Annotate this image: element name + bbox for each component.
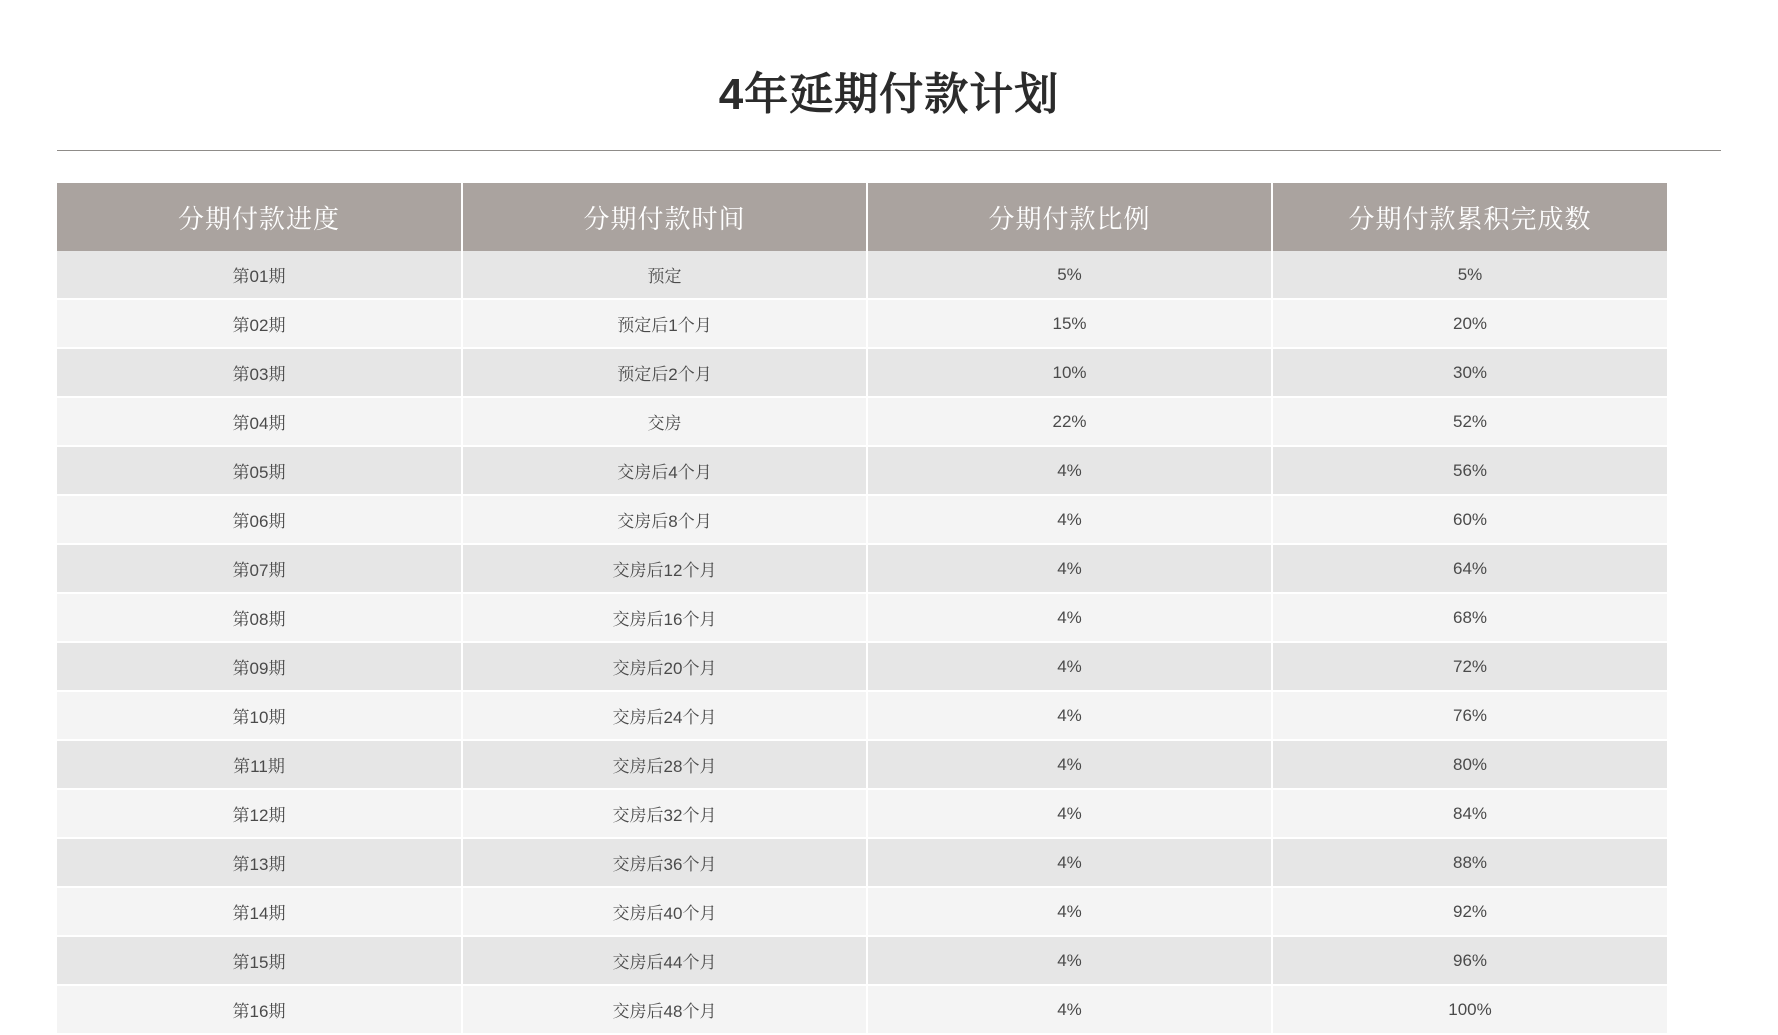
table-cell: 10% (867, 348, 1272, 397)
table-cell: 第06期 (57, 495, 462, 544)
table-cell: 84% (1272, 789, 1667, 838)
table-cell: 预定后2个月 (462, 348, 867, 397)
table-cell: 第02期 (57, 299, 462, 348)
table-cell: 交房后28个月 (462, 740, 867, 789)
table-cell: 60% (1272, 495, 1667, 544)
table-row (57, 642, 1667, 691)
table-cell: 第08期 (57, 593, 462, 642)
table-cell: 第09期 (57, 642, 462, 691)
table-cell: 100% (1272, 985, 1667, 1034)
table-cell: 交房后44个月 (462, 936, 867, 985)
table-cell: 4% (867, 985, 1272, 1034)
table-cell: 64% (1272, 544, 1667, 593)
table-cell: 第10期 (57, 691, 462, 740)
table-cell: 预定后1个月 (462, 299, 867, 348)
table-cell: 80% (1272, 740, 1667, 789)
table-cell: 52% (1272, 397, 1667, 446)
table-row (57, 495, 1667, 544)
table-cell: 4% (867, 789, 1272, 838)
table-cell: 15% (867, 299, 1272, 348)
table-cell: 4% (867, 740, 1272, 789)
table-cell: 4% (867, 691, 1272, 740)
table-cell: 第03期 (57, 348, 462, 397)
payment-schedule-table-container (57, 183, 1721, 1035)
table-row (57, 887, 1667, 936)
table-cell: 68% (1272, 593, 1667, 642)
table-cell: 第14期 (57, 887, 462, 936)
table-row (57, 299, 1667, 348)
table-cell: 第16期 (57, 985, 462, 1034)
table-row (57, 740, 1667, 789)
table-cell: 第11期 (57, 740, 462, 789)
table-row (57, 838, 1667, 887)
table-body (57, 251, 1667, 1034)
table-cell: 交房后48个月 (462, 985, 867, 1034)
table-header (57, 183, 1667, 251)
column-header-ratio: 分期付款比例 (867, 183, 1272, 251)
table-cell: 交房后8个月 (462, 495, 867, 544)
table-row (57, 348, 1667, 397)
table-cell: 88% (1272, 838, 1667, 887)
table-cell: 4% (867, 544, 1272, 593)
table-cell: 第01期 (57, 251, 462, 299)
table-cell: 第07期 (57, 544, 462, 593)
table-header-row (57, 183, 1667, 251)
table-row (57, 593, 1667, 642)
table-cell: 第04期 (57, 397, 462, 446)
table-row (57, 397, 1667, 446)
table-cell: 第15期 (57, 936, 462, 985)
table-cell: 交房后12个月 (462, 544, 867, 593)
table-cell: 4% (867, 495, 1272, 544)
table-cell: 交房后24个月 (462, 691, 867, 740)
table-cell: 交房 (462, 397, 867, 446)
table-cell: 72% (1272, 642, 1667, 691)
title-divider (57, 150, 1721, 151)
table-row (57, 936, 1667, 985)
table-cell: 4% (867, 838, 1272, 887)
table-cell: 交房后32个月 (462, 789, 867, 838)
table-cell: 4% (867, 593, 1272, 642)
table-cell: 交房后40个月 (462, 887, 867, 936)
table-cell: 5% (867, 251, 1272, 299)
table-cell: 第05期 (57, 446, 462, 495)
table-row (57, 544, 1667, 593)
table-row (57, 251, 1667, 299)
table-cell: 4% (867, 642, 1272, 691)
table-cell: 20% (1272, 299, 1667, 348)
table-cell: 交房后4个月 (462, 446, 867, 495)
payment-schedule-table (57, 183, 1667, 1035)
table-cell: 4% (867, 446, 1272, 495)
table-cell: 96% (1272, 936, 1667, 985)
table-cell: 22% (867, 397, 1272, 446)
column-header-cumulative: 分期付款累积完成数 (1272, 183, 1667, 251)
page-title: 4年延期付款计划 (718, 70, 1060, 119)
table-cell: 交房后20个月 (462, 642, 867, 691)
table-cell: 76% (1272, 691, 1667, 740)
table-cell: 交房后16个月 (462, 593, 867, 642)
table-cell: 交房后36个月 (462, 838, 867, 887)
table-cell: 5% (1272, 251, 1667, 299)
table-row (57, 985, 1667, 1034)
table-cell: 第12期 (57, 789, 462, 838)
column-header-installment: 分期付款进度 (57, 183, 462, 251)
table-row (57, 446, 1667, 495)
table-row (57, 789, 1667, 838)
table-cell: 30% (1272, 348, 1667, 397)
table-cell: 4% (867, 887, 1272, 936)
table-cell: 预定 (462, 251, 867, 299)
table-cell: 第13期 (57, 838, 462, 887)
table-cell: 56% (1272, 446, 1667, 495)
table-cell: 4% (867, 936, 1272, 985)
column-header-time: 分期付款时间 (462, 183, 867, 251)
table-row (57, 691, 1667, 740)
table-cell: 92% (1272, 887, 1667, 936)
